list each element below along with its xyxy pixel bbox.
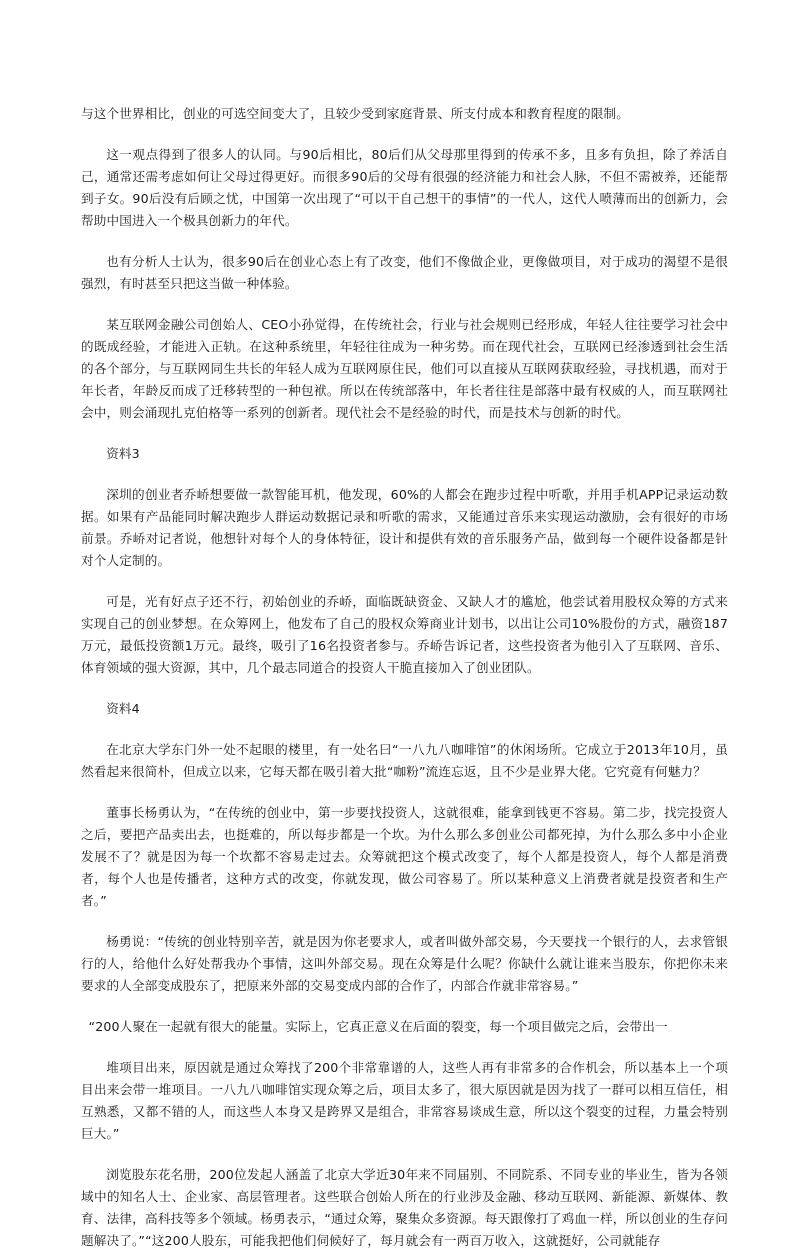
paragraph-gap	[81, 424, 728, 443]
paragraph-equity-crowdfunding: 可是，光有好点子还不行，初始创业的乔峤，面临既缺资金、又缺人才的尴尬，他尝试着用股权众筹的方式来实现自己的创业梦想。在众筹网上，他发布了自己的股权众筹商业计划书，以出让公司10%股份的方式，融资187万元，最低投资额1万元。最终，吸引了16名投资者参与。乔峤告诉记者，这些投资者为他引入了互联网、音乐、体育领域的强大资源，其中，几个最志同道合的投资人干脆直接加入了创业团队。	[81, 594, 728, 675]
paragraph-gap	[81, 679, 728, 698]
paragraph-gap	[81, 997, 728, 1016]
section-heading-material-3: 资料3	[106, 446, 140, 461]
paragraph-smart-earphone: 深圳的创业者乔峤想要做一款智能耳机，他发现，60%的人都会在跑步过程中听歌，并用手机APP记录运动数据。如果有产品能同时解决跑步人群运动数据记录和听歌的需求，又能通过音乐来实现运动激励，会有很好的市场前景。乔峤对记者说，他想针对每个人的身体特征，设计和提供有效的音乐服务产品，做到每一个硬件设备都是针对个人定制的。	[81, 487, 728, 568]
paragraph-200-people-quote: “200人聚在一起就有很大的能量。实际上，它真正意义在后面的裂变，每一个项目做完之后，会带出一	[88, 1019, 668, 1034]
paragraph-gap	[81, 912, 728, 931]
paragraph-gap	[81, 783, 728, 802]
paragraph-gap	[81, 232, 728, 251]
paragraph-intro-continuation: 与这个世界相比，创业的可选空间变大了，且较少受到家庭背景、所支付成本和教育程度的限制。	[81, 106, 629, 121]
paragraph-generation-views: 这一观点得到了很多人的认同。与90后相比，80后们从父母那里得到的传承不多，且多有负担，除了养活自己，通常还需考虑如何让父母过得更好。而很多90后的父母有很强的经济能力和社会人脉，不但不需被养，还能帮到子女。90后没有后顾之忧，中国第一次出现了“可以干自己想干的事情”的一代人，这代人喷薄而出的创新力，会帮助中国进入一个极具创新力的年代。	[81, 147, 728, 228]
paragraph-gap	[81, 1038, 728, 1057]
paragraph-gap	[81, 1145, 728, 1164]
paragraph-chairman-view: 董事长杨勇认为，“在传统的创业中，第一步要找投资人，这就很难，能拿到钱更不容易。第二步，找完投资人之后，要把产品卖出去，也挺难的，所以每步都是一个坎。为什么那么多创业公司都死掉，为什么那么多中小企业发展不了？就是因为每一个坎都不容易走过去。众筹就把这个模式改变了，每个人都是投资人，每个人都是消费者，每个人也是传播者，这种方式的改变，你就发现，做公司容易了。所以某种意义上消费者就是投资者和生产者。”	[81, 805, 728, 908]
paragraph-90s-mindset: 也有分析人士认为，很多90后在创业心态上有了改变，他们不像做企业，更像做项目，对于成功的渴望不是很强烈，有时甚至只把这当做一种体验。	[81, 254, 728, 291]
paragraph-gap	[81, 295, 728, 314]
paragraph-1898-cafe: 在北京大学东门外一处不起眼的楼里，有一处名曰“一八九八咖啡馆”的休闲场所。它成立于2013年10月，虽然看起来很简朴，但成立以来，它每天都在吸引着大批“咖粉”流连忘返，且不少是业界大佬。它究竟有何魅力？	[81, 742, 728, 779]
paragraph-internet-natives: 某互联网金融公司创始人、CEO小孙觉得，在传统社会，行业与社会规则已经形成，年轻人往往要学习社会中的既成经验，才能进入正轨。在这种系统里，年轻往往成为一种劣势。而在现代社会，互联网已经渗透到社会生活的各个部分，与互联网同生共长的年轻人成为互联网原住民，他们可以直接从互联网获取经验，寻找机遇，而对于年长者，年龄反而成了迁移转型的一种包袱。所以在传统部落中，年长者往往是部落中最有权威的人，而互联网社会中，则会涌现扎克伯格等一系列的创新者。现代社会不是经验的时代，而是技术与创新的时代。	[81, 317, 728, 420]
paragraph-external-trade: 杨勇说：“传统的创业特别辛苦，就是因为你老要求人，或者叫做外部交易，今天要找一个银行的人，去求管银行的人，给他什么好处帮我办个事情，这叫外部交易。现在众筹是什么呢？你缺什么就让谁来当股东，你把你未来要求的人全部变成股东了，把原来外部的交易变成内部的合作了，内部合作就非常容易。”	[81, 934, 728, 993]
paragraph-fission-projects: 堆项目出来，原因就是通过众筹找了200个非常靠谱的人，这些人再有非常多的合作机会，所以基本上一个项目出来会带一堆项目。一八九八咖啡馆实现众筹之后，项目太多了，很大原因就是因为找了一群可以相互信任，相互熟悉，又都不错的人，而这些人本身又是跨界又是组合，非常容易谈成生意，所以这个裂变的过程，力量会特别巨大。”	[81, 1060, 728, 1141]
paragraph-shareholder-roster: 浏览股东花名册，200位发起人涵盖了北京大学近30年来不同届别、不同院系、不同专业的毕业生，皆为各领域中的知名人士、企业家、高层管理者。这些联合创始人所在的行业涉及金融、移动互联网、新能源、新媒体、教育、法律，高科技等多个领域。杨勇表示，“通过众筹，聚集众多资源。每天跟像打了鸡血一样，所以创业的生存问题解决了。”“这200人股东，可能我把他们伺候好了，每月就会有一两百万收入，这就挺好，公司就能存	[81, 1167, 728, 1248]
paragraph-gap	[81, 125, 728, 144]
section-heading-material-4: 资料4	[106, 701, 140, 716]
paragraph-gap	[81, 572, 728, 591]
paragraph-gap	[81, 465, 728, 484]
paragraph-gap	[81, 720, 728, 739]
